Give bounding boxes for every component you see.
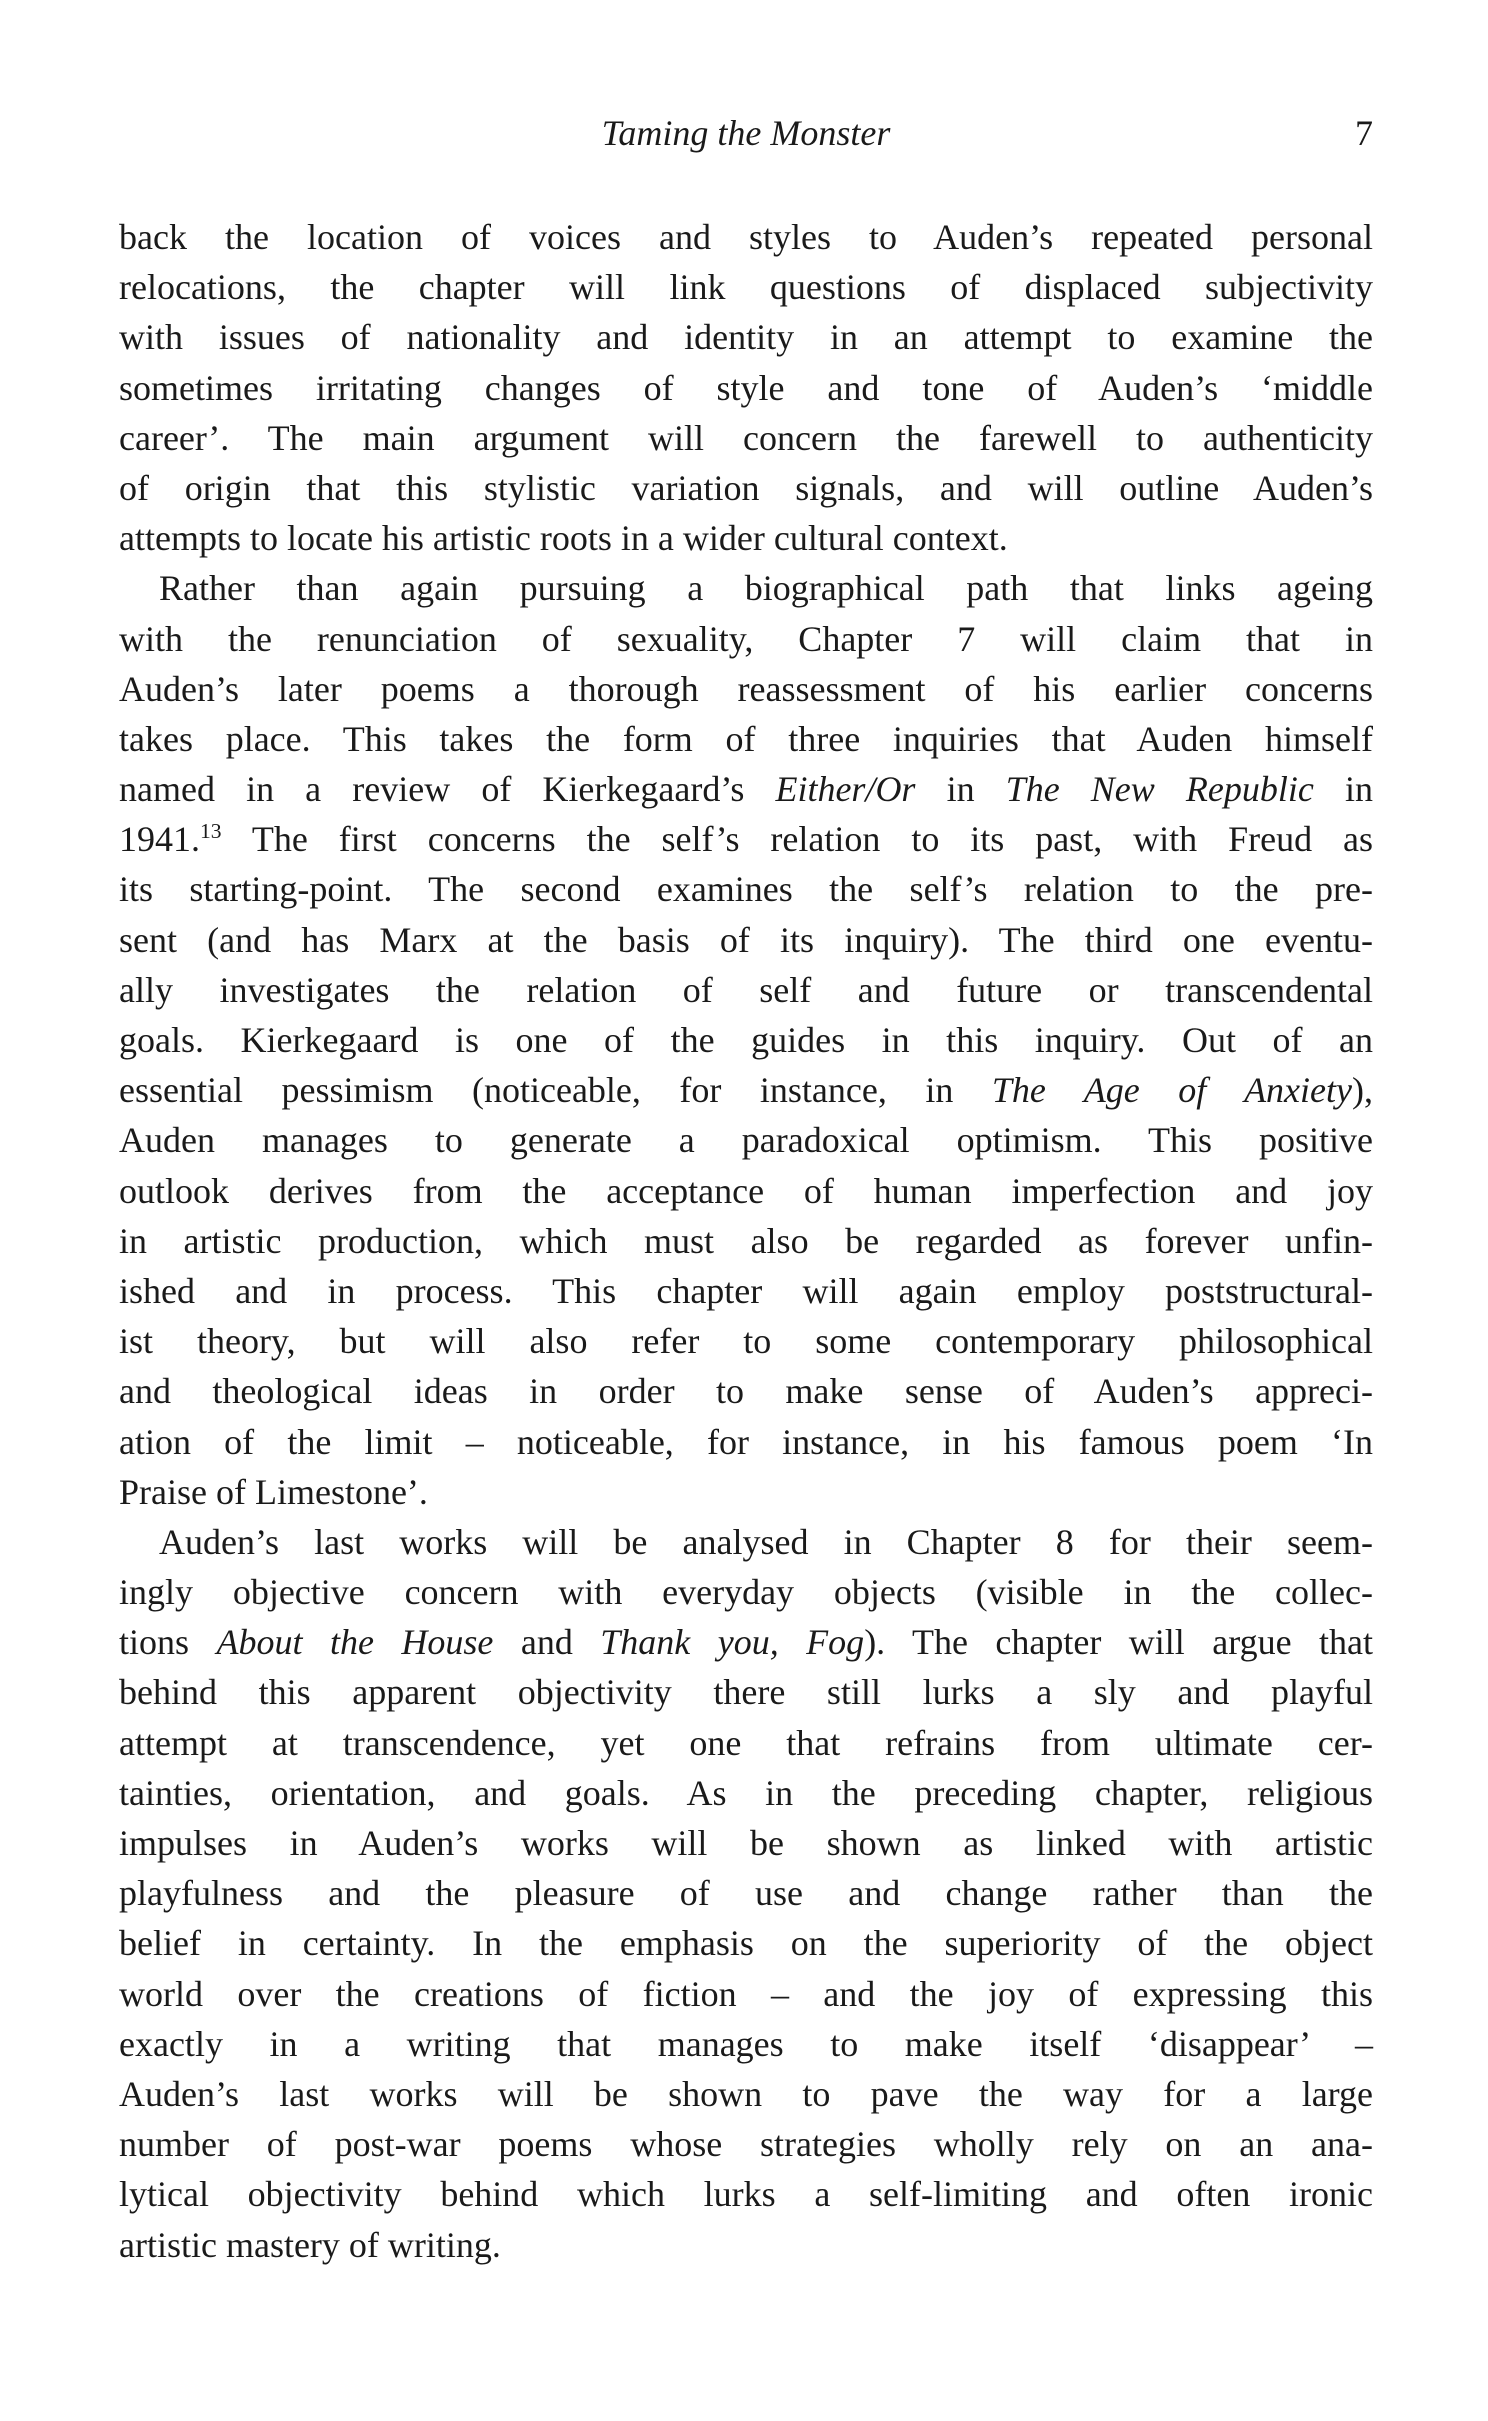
text-line <box>119 363 1373 413</box>
text-segment: relocations, the chapter will link questions of displaced subjectivity <box>119 267 1373 308</box>
text-segment: outlook derives from the acceptance of human imperfection and joy <box>119 1170 1373 1211</box>
text-line-content <box>119 212 1373 262</box>
text-segment: attempts to locate his artistic roots in a wider cultural context. <box>119 518 1008 559</box>
text-line <box>119 2119 1373 2169</box>
text-segment: takes place. This takes the form of three inquiries that Auden himself <box>119 718 1373 759</box>
text-line <box>119 563 1373 613</box>
text-segment: ). The chapter will argue that <box>864 1622 1374 1663</box>
text-line-content <box>119 714 1373 764</box>
text-line-content <box>119 2069 1373 2119</box>
text-line <box>119 814 1373 864</box>
text-segment: sometimes irritating changes of style and tone of Auden’s ‘middle <box>119 367 1373 408</box>
text-line-content <box>119 965 1373 1015</box>
text-segment: Auden’s later poems a thorough reassessment of his earlier concerns <box>119 668 1373 709</box>
italic-title: The Age of Anxiety <box>991 1070 1353 1111</box>
text-line <box>119 1366 1373 1416</box>
paragraph <box>119 1517 1373 2270</box>
text-line-content <box>119 463 1373 513</box>
paragraph <box>119 212 1373 563</box>
text-line <box>119 1868 1373 1918</box>
text-line-content <box>119 1166 1373 1216</box>
text-segment: Praise of Limestone’. <box>119 1471 428 1512</box>
text-line <box>119 764 1373 814</box>
text-line <box>119 614 1373 664</box>
text-line <box>119 1969 1373 2019</box>
italic-title: Thank you, Fog <box>600 1622 865 1663</box>
text-line <box>119 1166 1373 1216</box>
text-line <box>119 2019 1373 2069</box>
text-line-content <box>119 1617 1373 1667</box>
text-line-content <box>119 2119 1373 2169</box>
text-line <box>119 1617 1373 1667</box>
text-line-content <box>119 664 1373 714</box>
footnote-reference: 13 <box>200 819 222 844</box>
text-segment: its starting-point. The second examines the self’s relation to the pre- <box>119 869 1373 910</box>
text-line-content <box>119 2169 1373 2219</box>
text-line <box>119 1266 1373 1316</box>
text-line <box>119 1918 1373 1968</box>
text-line-content <box>119 1216 1373 1266</box>
text-line-content <box>119 513 1373 563</box>
text-line <box>119 1567 1373 1617</box>
italic-title: Either/Or <box>775 769 916 810</box>
italic-title: About the House <box>216 1622 494 1663</box>
text-segment: in artistic production, which must also be regarded as forever unfin- <box>119 1220 1373 1261</box>
text-line-content <box>119 614 1373 664</box>
text-line-content <box>159 563 1373 613</box>
text-line-content <box>119 1969 1373 2019</box>
italic-title: The New Republic <box>1005 769 1314 810</box>
text-line-content <box>119 764 1373 814</box>
text-line <box>119 513 1373 563</box>
text-segment: ), <box>1352 1070 1374 1111</box>
text-line-content <box>119 2220 1373 2270</box>
paragraph <box>119 563 1373 1517</box>
text-segment: and <box>493 1622 601 1663</box>
text-line-content <box>119 2019 1373 2069</box>
text-line-content <box>119 413 1373 463</box>
text-line-content <box>119 1366 1373 1416</box>
text-segment: tions <box>119 1622 217 1663</box>
text-segment: Auden manages to generate a paradoxical optimism. This positive <box>119 1120 1373 1161</box>
text-line-content <box>119 1417 1373 1467</box>
text-line-content <box>119 915 1373 965</box>
text-line <box>119 312 1373 362</box>
text-line <box>119 2169 1373 2219</box>
text-line <box>119 1768 1373 1818</box>
text-line-content <box>159 1517 1373 1567</box>
text-segment: ingly objective concern with everyday objects (visible in the collec- <box>119 1572 1373 1613</box>
text-line <box>119 1818 1373 1868</box>
text-line-content <box>119 1667 1373 1717</box>
text-line-content <box>119 1065 1373 1115</box>
text-line-content <box>119 363 1373 413</box>
body-text <box>119 212 1373 2270</box>
text-line-content <box>119 1467 1373 1517</box>
text-segment: ist theory, but will also refer to some contemporary philosophical <box>119 1321 1373 1362</box>
text-line <box>119 262 1373 312</box>
text-segment: 1941. <box>119 819 200 860</box>
text-segment: playfulness and the pleasure of use and change rather than the <box>119 1873 1373 1914</box>
page-number: 7 <box>1355 113 1373 153</box>
text-segment: with the renunciation of sexuality, Chapter 7 will claim that in <box>119 618 1373 659</box>
text-line <box>119 1216 1373 1266</box>
text-segment: of origin that this stylistic variation signals, and will outline Auden’s <box>119 467 1373 508</box>
text-line-content <box>119 262 1373 312</box>
text-line-content <box>119 1768 1373 1818</box>
text-segment: tainties, orientation, and goals. As in the preceding chapter, religious <box>119 1772 1373 1813</box>
text-segment: attempt at transcendence, yet one that refrains from ultimate cer- <box>119 1722 1373 1763</box>
text-line <box>119 965 1373 1015</box>
text-line-content <box>119 1266 1373 1316</box>
text-segment: career’. The main argument will concern the farewell to authenticity <box>119 417 1373 458</box>
text-segment: lytical objectivity behind which lurks a self-limiting and often ironic <box>119 2174 1373 2215</box>
text-segment: in <box>915 769 1006 810</box>
running-header <box>119 112 1373 162</box>
text-segment: goals. Kierkegaard is one of the guides in this inquiry. Out of an <box>119 1020 1373 1060</box>
text-line-content <box>119 864 1373 914</box>
text-line <box>119 915 1373 965</box>
text-segment: exactly in a writing that manages to make itself ‘disappear’ – <box>119 2023 1373 2064</box>
text-segment: Auden’s last works will be shown to pave the way for a large <box>119 2073 1373 2114</box>
text-segment: The first concerns the self’s relation to its past, with Freud as <box>221 819 1373 860</box>
text-segment: behind this apparent objectivity there still lurks a sly and playful <box>119 1672 1373 1713</box>
text-line <box>119 1718 1373 1768</box>
text-segment: ally investigates the relation of self and future or transcendental <box>119 969 1373 1010</box>
text-segment: Rather than again pursuing a biographical path that links ageing <box>159 568 1373 609</box>
text-segment: number of post-war poems whose strategies wholly rely on an ana- <box>119 2124 1373 2165</box>
text-segment: belief in certainty. In the emphasis on the superiority of the object <box>119 1923 1373 1964</box>
text-line <box>119 413 1373 463</box>
text-segment: back the location of voices and styles to Auden’s repeated personal <box>119 217 1373 257</box>
text-segment: sent (and has Marx at the basis of its inquiry). The third one eventu- <box>119 919 1373 960</box>
text-line <box>119 714 1373 764</box>
text-segment: in <box>1313 769 1373 810</box>
text-line <box>119 212 1373 262</box>
text-line <box>119 864 1373 914</box>
text-segment: artistic mastery of writing. <box>119 2224 501 2265</box>
text-line-content <box>119 1316 1373 1366</box>
text-line <box>119 1467 1373 1517</box>
text-segment: and theological ideas in order to make sense of Auden’s appreci- <box>119 1371 1373 1412</box>
text-segment: world over the creations of fiction – and the joy of expressing this <box>119 1973 1373 2014</box>
text-line <box>119 1115 1373 1165</box>
text-segment: essential pessimism (noticeable, for instance, in <box>119 1070 992 1111</box>
text-segment: impulses in Auden’s works will be shown as linked with artistic <box>119 1823 1373 1863</box>
text-segment: ation of the limit – noticeable, for instance, in his famous poem ‘In <box>119 1421 1373 1462</box>
text-line <box>119 664 1373 714</box>
text-line <box>119 1316 1373 1366</box>
text-line <box>119 1015 1373 1065</box>
text-line-content <box>119 312 1373 362</box>
text-segment: named in a review of Kierkegaard’s <box>119 769 776 810</box>
text-line-content <box>119 1718 1373 1768</box>
text-segment: Auden’s last works will be analysed in Chapter 8 for their seem- <box>159 1521 1373 1562</box>
text-line <box>119 2069 1373 2119</box>
text-line-content <box>119 1115 1373 1165</box>
text-line <box>119 463 1373 513</box>
text-line <box>119 1065 1373 1115</box>
text-line <box>119 2220 1373 2270</box>
text-line-content <box>119 1015 1373 1065</box>
running-title: Taming the Monster <box>601 113 891 153</box>
text-segment: ished and in process. This chapter will again employ poststructural- <box>119 1270 1373 1311</box>
text-line <box>119 1417 1373 1467</box>
text-line-content <box>119 1567 1373 1617</box>
text-line <box>119 1517 1373 1567</box>
text-line-content <box>119 814 1373 864</box>
text-line-content <box>119 1918 1373 1968</box>
text-line-content <box>119 1818 1373 1868</box>
text-line-content <box>119 1868 1373 1918</box>
text-segment: with issues of nationality and identity in an attempt to examine the <box>119 317 1373 358</box>
text-line <box>119 1667 1373 1717</box>
